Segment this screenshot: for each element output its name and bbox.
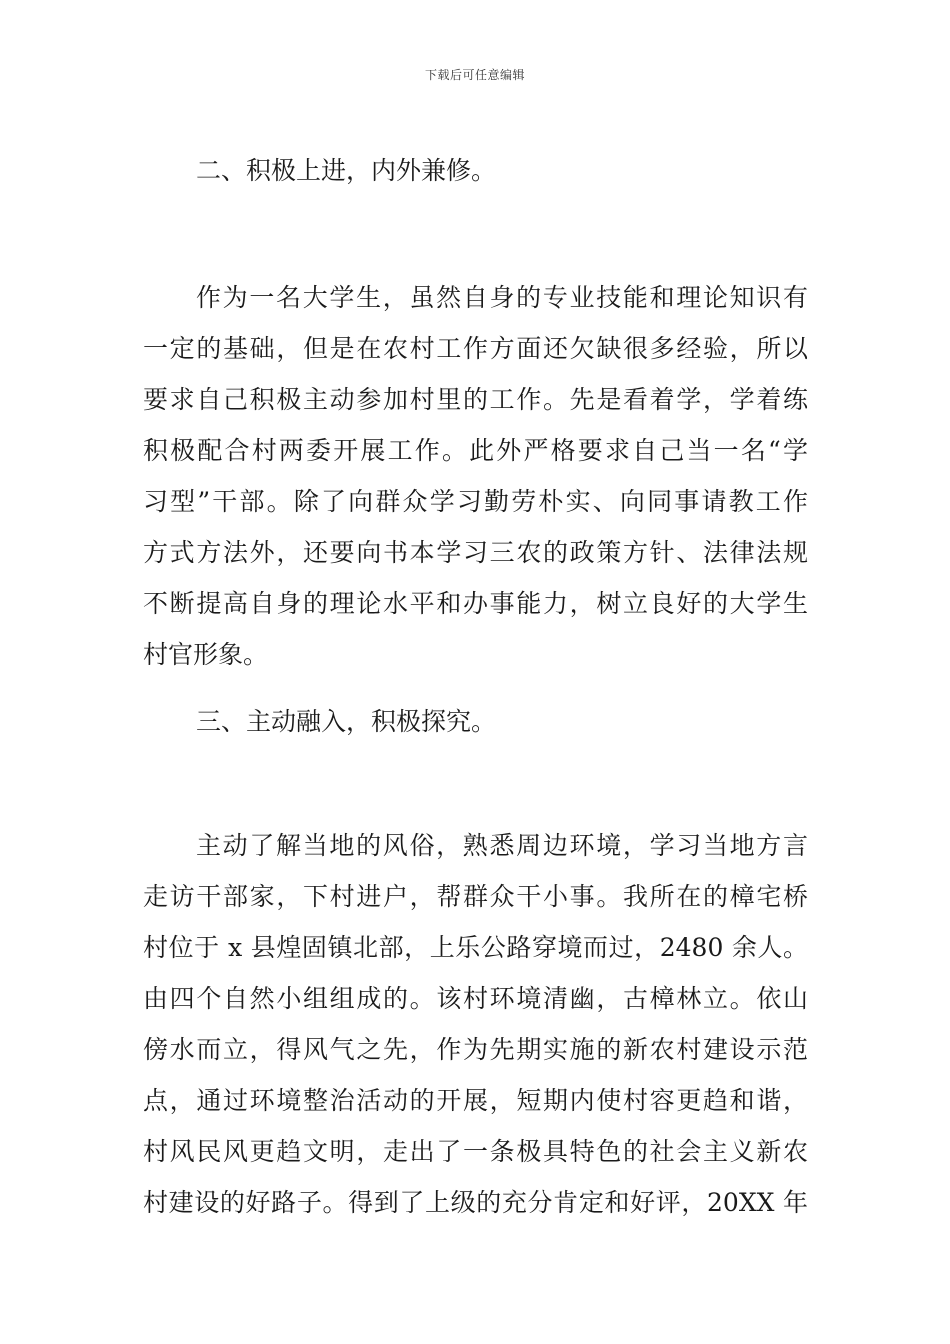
section-heading-3: 三、主动融入，积极探究。 <box>196 707 497 736</box>
paragraph-1 <box>143 283 808 691</box>
paragraph-line: 方式方法外，还要向书本学习三农的政策方针、法律法规 <box>143 538 808 567</box>
paragraph-line: 村风民风更趋文明，走出了一条极具特色的社会主义新农 <box>143 1137 808 1166</box>
paragraph-line: 由四个自然小组组成的。该村环境清幽，古樟林立。依山 <box>143 984 808 1013</box>
paragraph-line: 村建设的好路子。得到了上级的充分肯定和好评，20XX 年 <box>143 1188 808 1217</box>
paragraph-line: 要求自己积极主动参加村里的工作。先是看着学，学着练 <box>143 385 808 414</box>
paragraph-line: 走访干部家，下村进户，帮群众干小事。我所在的樟宅桥 <box>143 882 808 911</box>
paragraph-line: 不断提高自身的理论水平和办事能力，树立良好的大学生 <box>143 589 808 618</box>
paragraph-line: 点，通过环境整治活动的开展，短期内使村容更趋和谐， <box>143 1086 808 1115</box>
paragraph-line: 主动了解当地的风俗，熟悉周边环境，学习当地方言 <box>196 831 808 860</box>
paragraph-line: 一定的基础，但是在农村工作方面还欠缺很多经验，所以 <box>143 334 808 363</box>
paragraph-line: 作为一名大学生，虽然自身的专业技能和理论知识有 <box>196 283 808 312</box>
section-heading-2: 二、积极上进，内外兼修。 <box>196 156 497 185</box>
paragraph-line: 习型”干部。除了向群众学习勤劳朴实、向同事请教工作 <box>143 487 808 516</box>
paragraph-line: 积极配合村两委开展工作。此外严格要求自己当一名“学 <box>143 436 808 465</box>
paragraph-line: 村位于 x 县煌固镇北部，上乐公路穿境而过，2480 余人。 <box>143 933 808 962</box>
header-note: 下载后可任意编辑 <box>424 68 525 82</box>
paragraph-line: 傍水而立，得风气之先，作为先期实施的新农村建设示范 <box>143 1035 808 1064</box>
paragraph-line: 村官形象。 <box>143 640 269 669</box>
paragraph-2 <box>143 831 808 1239</box>
